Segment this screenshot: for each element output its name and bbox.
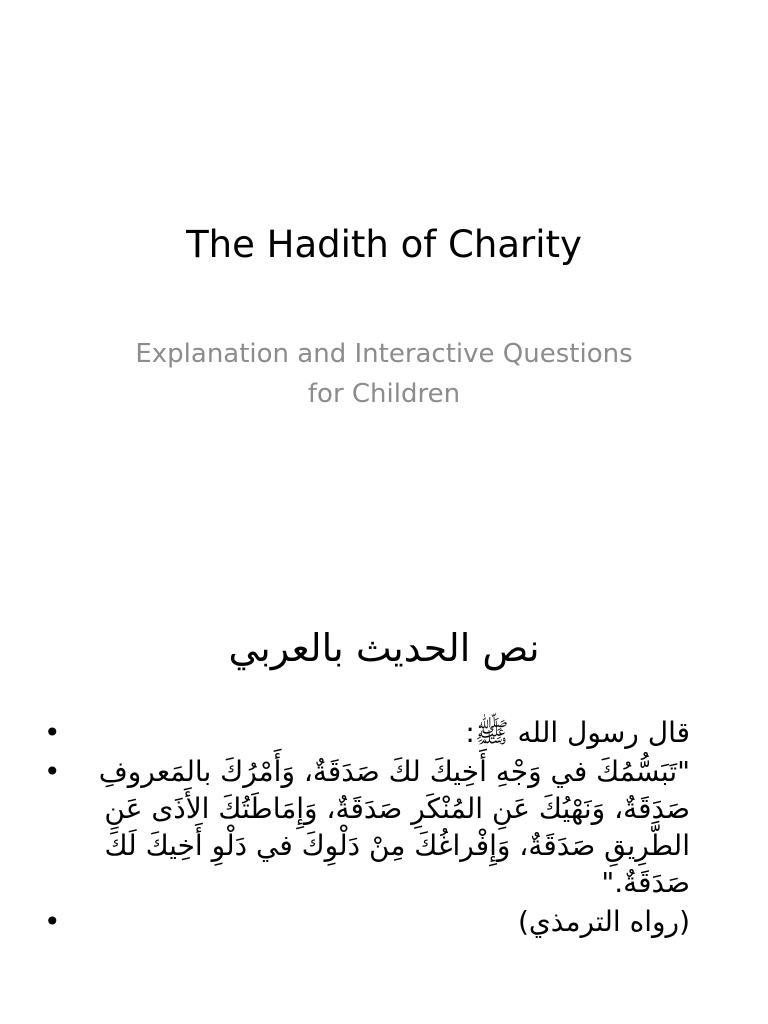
slide-title: The Hadith of Charity xyxy=(186,223,582,266)
arabic-heading: نص الحديث بالعربي xyxy=(228,626,540,670)
slide-subtitle: Explanation and Interactive Questions for Children xyxy=(135,339,633,409)
bullet-text-source: (رواه الترمذي) xyxy=(517,905,690,938)
bullet-dot-icon: • xyxy=(44,905,61,938)
bullet-dot-icon: • xyxy=(44,755,61,788)
hadith-bullet-list xyxy=(40,714,690,942)
bullet-narrator xyxy=(40,714,690,751)
bullet-source xyxy=(40,903,690,940)
hadith-text-slide xyxy=(0,576,768,1024)
bullet-hadith xyxy=(40,753,690,901)
bullet-dot-icon: • xyxy=(44,716,61,749)
bullet-text-narrator: قال رسول الله ﷺ: xyxy=(465,716,690,749)
bullet-text-hadith: "تَبَسُّمُكَ في وَجْهِ أَخِيكَ لكَ صَدَقَةٌ، وَأَمْرُكَ بالمَعروفِ صَدَقَةٌ، وَنَهْيُكَ عَنِ المُنْكَرِ صَدَقَةٌ، وَإِمَاطَتُكَ الأَذَى عَنِ الطَّرِيقِ صَدَقَةٌ، وَإِفْراغُكَ مِنْ دَلْوِكَ في دَلْوِ أَخِيكَ لَكَ صَدَقَةٌ." xyxy=(98,755,690,899)
